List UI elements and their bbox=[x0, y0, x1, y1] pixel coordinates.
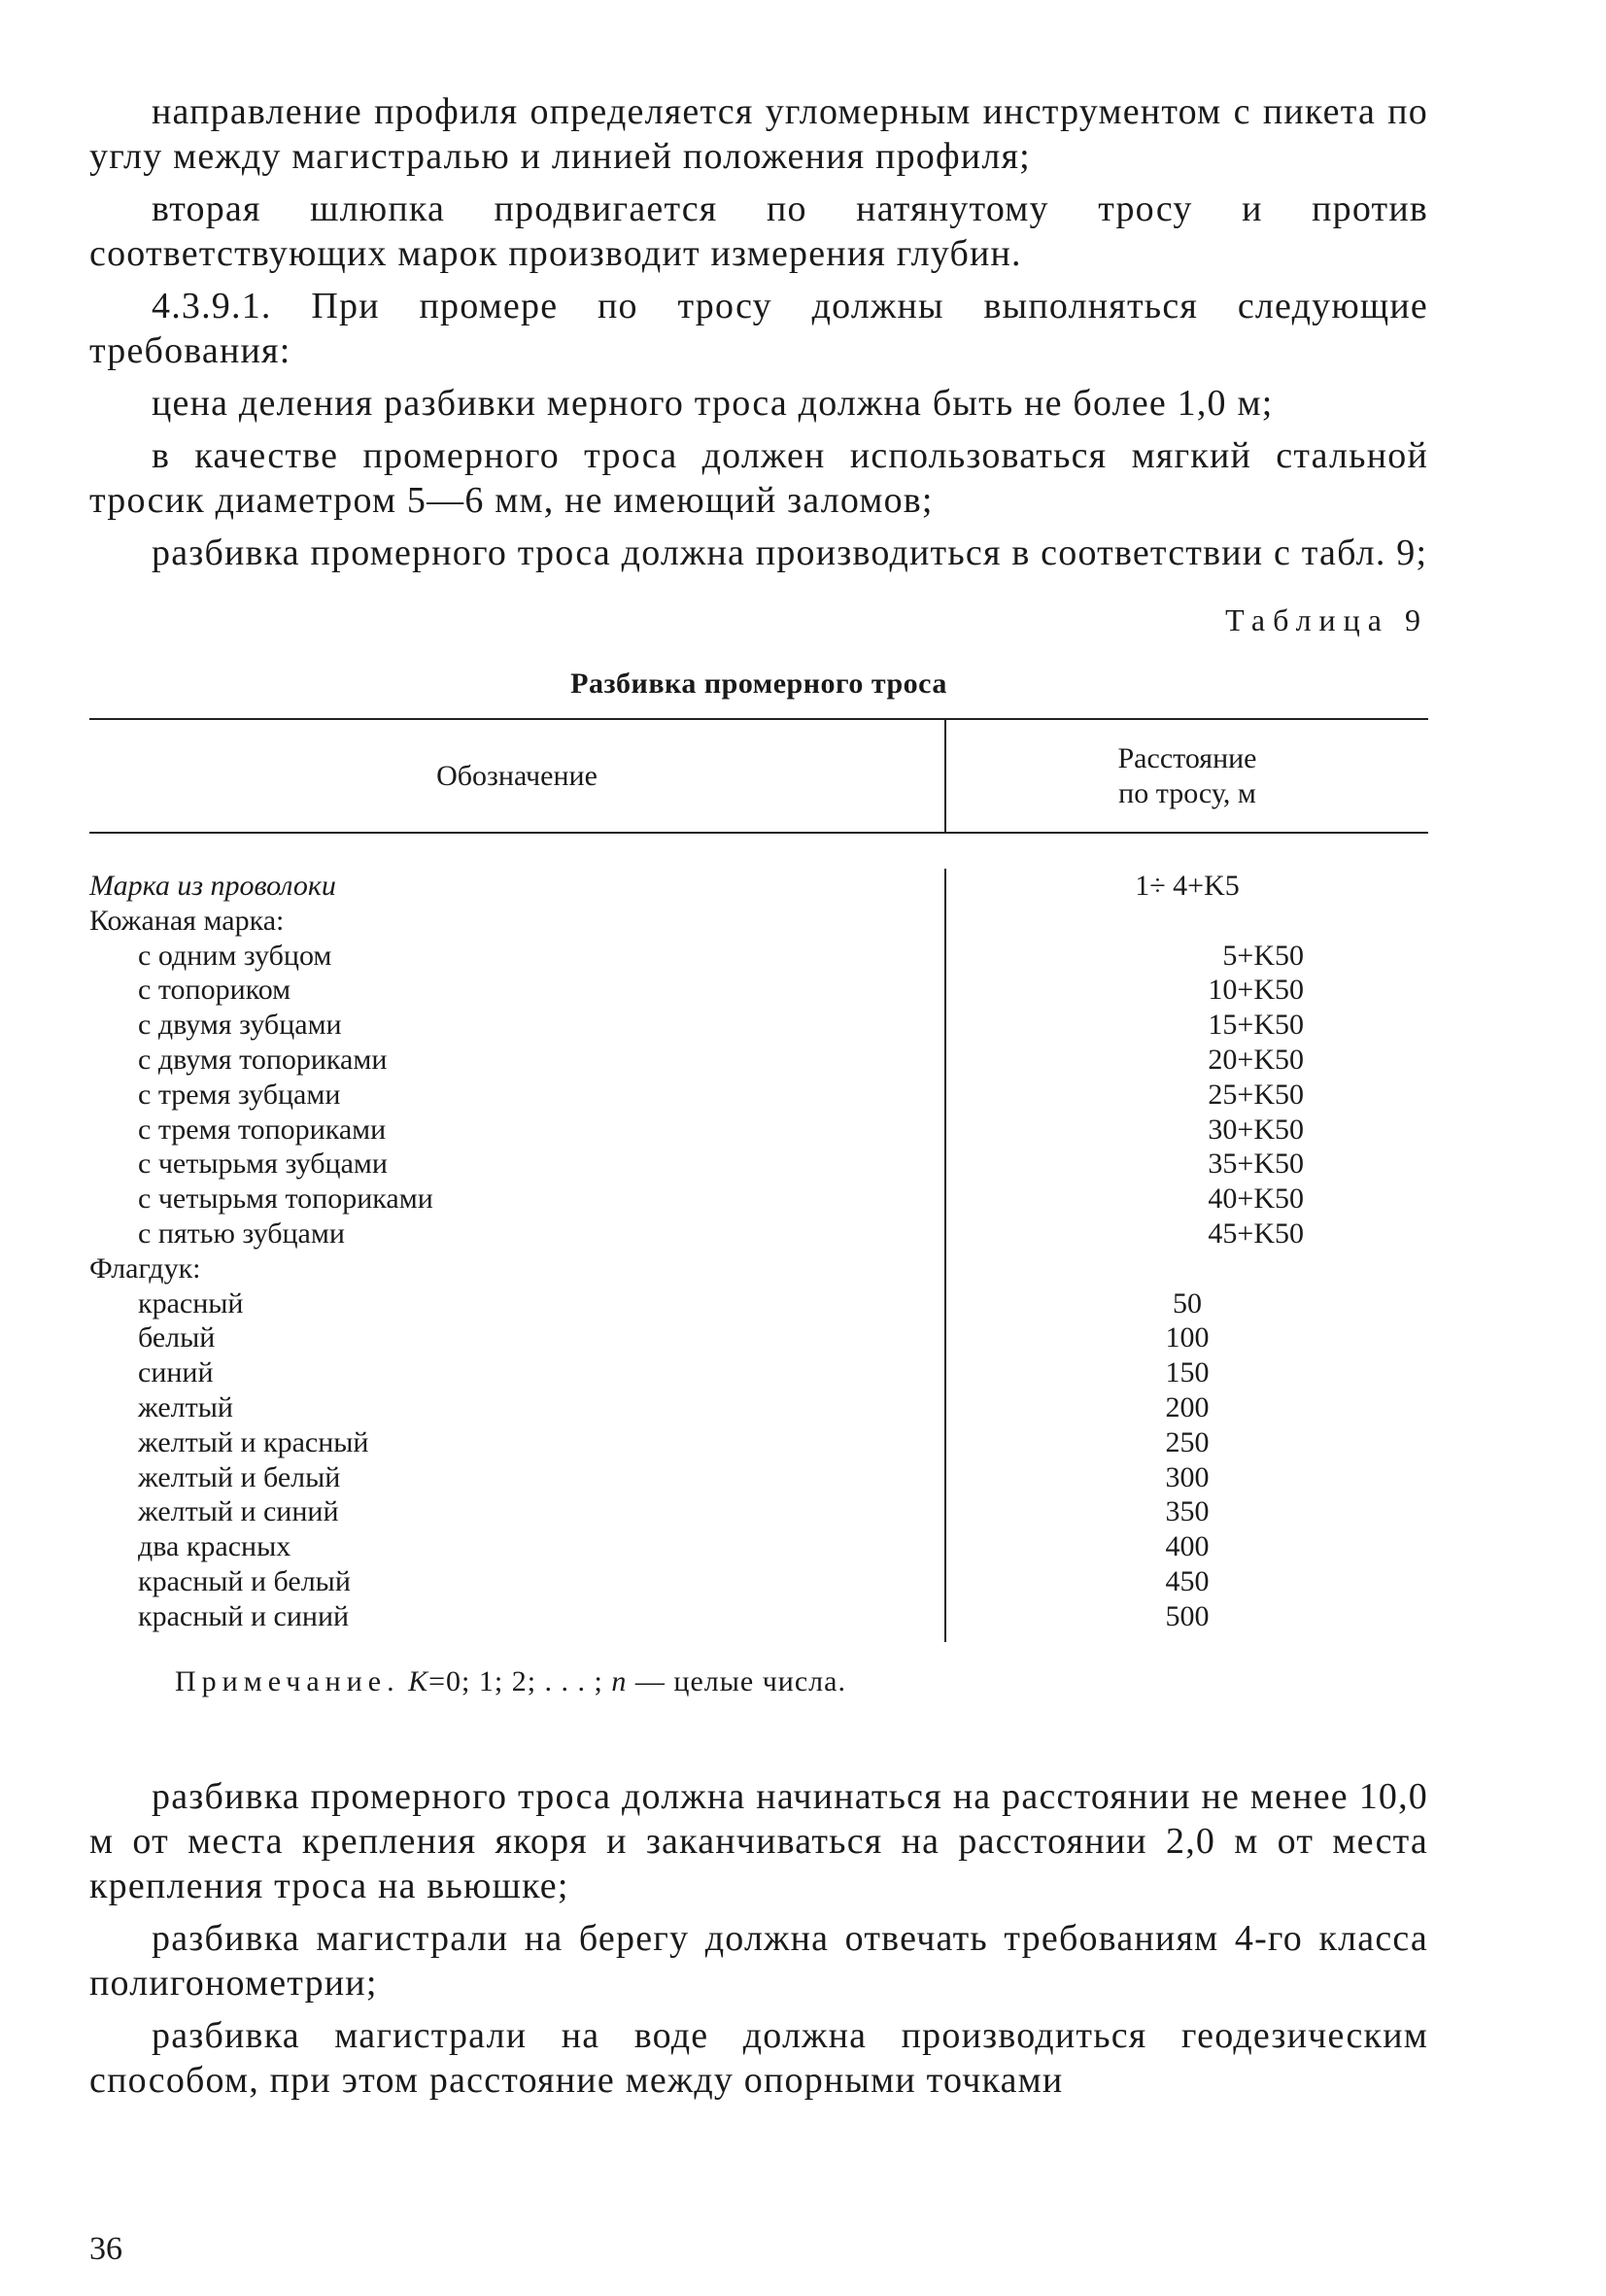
table-row-value: 30+K50 bbox=[1208, 1113, 1304, 1146]
distance-column bbox=[946, 869, 1428, 1642]
cable-marking-table bbox=[89, 718, 1428, 1642]
note-variable-k: K bbox=[408, 1664, 429, 1697]
table-row-label: с пятью зубцами bbox=[138, 1217, 345, 1250]
table-group-label: Кожаная марка: bbox=[89, 904, 285, 937]
table-row-label: с четырьмя зубцами bbox=[138, 1148, 388, 1181]
table-row-label: красный bbox=[138, 1286, 244, 1319]
table-row-label: с двумя топориками bbox=[138, 1043, 388, 1076]
table-row-value: 5+K50 bbox=[1222, 939, 1304, 972]
paragraph-water-baseline: разбивка магистрали на воде должна производиться геодезическим способом, при этом расстояние между опорными точками bbox=[89, 2014, 1428, 2101]
table-row-value: 250 bbox=[1165, 1425, 1210, 1458]
table-row-label: желтый bbox=[138, 1390, 233, 1423]
table-row-label: два красных bbox=[138, 1530, 291, 1563]
table-row-label: с одним зубцом bbox=[138, 939, 332, 972]
paragraph-cable-start: разбивка промерного троса должна начинаться на расстоянии не менее 10,0 м от места крепления якоря и заканчиваться на расстоянии 2,0 м от места крепления троса на вьюшке; bbox=[89, 1775, 1428, 1906]
table-row-value: 400 bbox=[1165, 1530, 1210, 1563]
table-row-value: 20+K50 bbox=[1208, 1043, 1304, 1076]
table-row-value: 300 bbox=[1165, 1460, 1210, 1493]
table-row-label: с тремя зубцами bbox=[138, 1078, 341, 1111]
table-row-value: 200 bbox=[1165, 1390, 1210, 1423]
table-row-label: белый bbox=[138, 1321, 216, 1354]
table-row-value bbox=[946, 904, 1428, 939]
note-values: =0; 1; 2; . . . ; bbox=[428, 1664, 603, 1697]
table-body bbox=[89, 869, 1428, 1642]
document-page bbox=[89, 89, 1428, 2110]
table-row-value: 150 bbox=[1165, 1356, 1210, 1389]
table-row-label: желтый и красный bbox=[138, 1425, 369, 1458]
table-row-value: 450 bbox=[1165, 1564, 1210, 1597]
table-row-value: 1÷ 4+K5 bbox=[1135, 870, 1240, 902]
table-row-value: 40+K50 bbox=[1208, 1182, 1304, 1216]
designation-column bbox=[89, 869, 946, 1642]
paragraph-division-price: цена деления разбивки мерного троса должна быть не более 1,0 м; bbox=[152, 383, 1274, 424]
paragraph-section-4391: 4.3.9.1. При промере по тросу должны выполняться следующие требования: bbox=[89, 286, 1428, 371]
table-row-value: 45+K50 bbox=[1208, 1217, 1304, 1250]
table-row-label: с четырьмя топориками bbox=[138, 1182, 433, 1216]
table-row-value: 100 bbox=[1165, 1321, 1210, 1354]
spacer bbox=[89, 1698, 1428, 1774]
table-row-value: 35+K50 bbox=[1208, 1148, 1304, 1181]
paragraph-shore-baseline: разбивка магистрали на берегу должна отвечать требованиям 4-го класса полигонометрии; bbox=[89, 1917, 1428, 2004]
table-row-value: 500 bbox=[1165, 1599, 1210, 1632]
table-group-label: Флагдук: bbox=[89, 1251, 201, 1285]
table-header bbox=[89, 720, 1428, 834]
table-row-label: с двумя зубцами bbox=[138, 1009, 342, 1042]
header-distance-line1: Расстояние bbox=[1117, 741, 1257, 774]
table-row-value: 15+K50 bbox=[1208, 1009, 1304, 1042]
header-distance bbox=[946, 720, 1428, 832]
paragraph-second-boat: вторая шлюпка продвигается по натянутому тросу и против соответствующих марок производит измерения глубин. bbox=[89, 188, 1428, 274]
table-row-label: желтый и белый bbox=[138, 1460, 341, 1493]
note-label: Примечание. bbox=[175, 1664, 400, 1697]
table-row-label: желтый и синий bbox=[138, 1495, 339, 1528]
note-tail: — целые числа. bbox=[634, 1664, 846, 1697]
table-row-label: Марка из проволоки bbox=[89, 870, 336, 902]
table-row-label: с тремя топориками bbox=[138, 1113, 387, 1146]
table-row-label: красный и белый bbox=[138, 1564, 351, 1597]
table-row-value: 10+K50 bbox=[1208, 974, 1304, 1007]
header-distance-line2: по тросу, м bbox=[1118, 776, 1256, 809]
header-designation: Обозначение bbox=[89, 720, 946, 832]
paragraph-cable-type: в качестве промерного троса должен использоваться мягкий стальной тросик диаметром 5—6 мм, не имеющий заломов; bbox=[89, 435, 1428, 521]
note-variable-n: n bbox=[611, 1664, 628, 1697]
table-title: Разбивка промерного троса bbox=[570, 668, 947, 700]
table-row-value bbox=[946, 1251, 1428, 1286]
table-row-label: красный и синий bbox=[138, 1599, 350, 1632]
paragraph-profile-direction: направление профиля определяется угломерным инструментом с пикета по углу между магистралью и линией положения профиля; bbox=[89, 91, 1428, 177]
table-row-value: 50 bbox=[1173, 1286, 1202, 1319]
table-note bbox=[89, 1665, 1428, 1698]
table-row-value: 25+K50 bbox=[1208, 1078, 1304, 1111]
page-number: 36 bbox=[89, 2231, 122, 2267]
table-row-value: 350 bbox=[1165, 1495, 1210, 1528]
table-number: Таблица 9 bbox=[1225, 602, 1428, 637]
table-row-label: с топориком bbox=[138, 974, 291, 1007]
paragraph-table-reference: разбивка промерного троса должна производиться в соответствии с табл. 9; bbox=[152, 532, 1428, 573]
table-row-label: синий bbox=[138, 1356, 214, 1389]
